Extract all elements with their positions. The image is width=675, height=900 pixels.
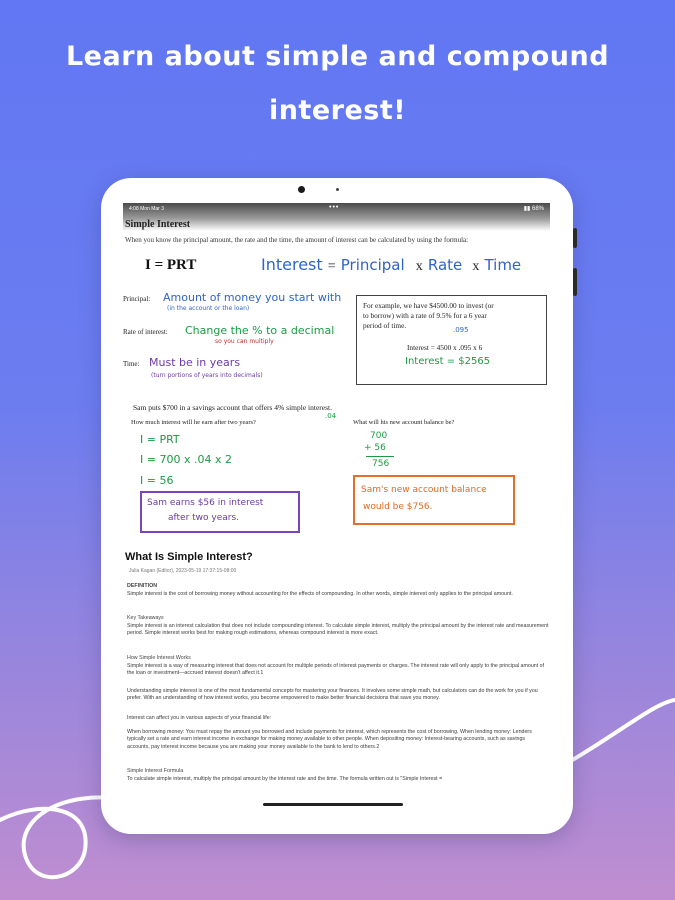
section-text-affects: Interest can affect you in various aspects of your financial life: bbox=[127, 715, 272, 721]
lesson-intro: When you know the principal amount, the rate and the time, the amount of interest can be calculated by using the formula: bbox=[125, 236, 469, 244]
formula-principal: Principal bbox=[340, 256, 405, 274]
sensor-dot bbox=[336, 188, 339, 191]
def-rate-value: Change the % to a decimal bbox=[185, 324, 335, 337]
example-result: Interest = $2565 bbox=[405, 356, 491, 367]
section-text-takeaways: Simple interest is an interest calculation that does not include compounding interest. To calculate simple interest, multiply the principal amount by the interest rate and measurement period. Simple interest works best for making rough estimations, whereas compound interest is more exact. bbox=[127, 623, 549, 637]
headline-line-1: Learn about simple and compound bbox=[65, 41, 610, 72]
formula-equals: = bbox=[327, 259, 336, 274]
example-calc: Interest = 4500 x .095 x 6 bbox=[407, 343, 483, 352]
example-line-3: period of time. bbox=[363, 321, 407, 330]
camera-icon bbox=[298, 186, 305, 193]
work-line-1: I = PRT bbox=[140, 433, 180, 446]
formula-x-2: x bbox=[472, 259, 480, 274]
headline-line-2: interest! bbox=[268, 95, 407, 126]
section-text-understanding: Understanding simple interest is one of the most fundamental concepts for mastering your finances. It involves some simple math, but calculators can do the work for you if you prefer. With an understanding of how interest works, you become empowered to make better financial decisions that save you money. bbox=[127, 688, 538, 702]
answer-1-line-1: Sam earns $56 in interest bbox=[147, 498, 264, 508]
problem-question-2: What will his new account balance be? bbox=[353, 419, 455, 426]
section-heading-how-works: How Simple Interest Works bbox=[127, 655, 191, 661]
sum-rule bbox=[366, 456, 394, 457]
article-byline: Julia Kagan (Editor), 2023-05-19 17:37:15-08:00 bbox=[129, 568, 237, 574]
lesson-title: Simple Interest bbox=[125, 219, 191, 230]
battery-icon: ▮▮ 68% bbox=[523, 206, 544, 212]
formula-rate: Rate bbox=[427, 256, 463, 274]
example-box bbox=[356, 295, 547, 385]
section-heading-takeaways: Key Takeaways bbox=[127, 615, 164, 621]
def-time-value: Must be in years bbox=[149, 356, 241, 369]
answer-1-line-2: after two years. bbox=[168, 513, 240, 523]
tablet-screen bbox=[123, 203, 550, 809]
example-decimal-note: .095 bbox=[453, 326, 469, 334]
section-text-borrowing: When borrowing money: You must repay the amount you borrowed and include payments for interest, which represents the cost of borrowing. When lending money: Lenders typically set a rate and earn interest income in exchange for making money available to other people. When depositing money: Interest-bearing accounts, such as savings accounts, pay interest income because you are making your money available to the bank to lend to others.2 bbox=[127, 729, 532, 750]
sum-add: + 56 bbox=[364, 443, 386, 453]
def-principal-value: Amount of money you start with bbox=[163, 291, 342, 304]
def-principal-label: Principal: bbox=[123, 295, 151, 303]
answer-2-line-2: would be $756. bbox=[363, 502, 433, 512]
power-button bbox=[573, 228, 577, 248]
volume-button bbox=[573, 268, 577, 296]
problem-question-1: How much interest will he earn after two years? bbox=[131, 419, 256, 426]
home-indicator[interactable] bbox=[263, 803, 403, 806]
formula-time: Time bbox=[484, 256, 522, 274]
page-headline bbox=[0, 30, 675, 138]
example-line-1: For example, we have $4500.00 to invest (or bbox=[363, 301, 494, 310]
formula-long bbox=[261, 255, 521, 275]
formula-x-1: x bbox=[415, 259, 423, 274]
section-heading-definition: DEFINITION bbox=[127, 583, 158, 589]
tablet-frame bbox=[101, 178, 573, 834]
work-line-2: I = 700 x .04 x 2 bbox=[140, 453, 232, 466]
section-text-formula: To calculate simple interest, multiply the principal amount by the interest rate and the time. The formula written out is "Simple Interest = bbox=[127, 776, 443, 782]
sum-top: 700 bbox=[370, 431, 388, 441]
answer-2-line-1: Sam's new account balance bbox=[361, 485, 487, 495]
section-heading-formula: Simple Interest Formula bbox=[127, 768, 184, 774]
problem-rate-note: .04 bbox=[325, 412, 337, 420]
problem-statement: Sam puts $700 in a savings account that offers 4% simple interest. bbox=[133, 403, 332, 412]
answer-box-interest bbox=[140, 491, 300, 533]
section-text-how-works: Simple interest is a way of measuring interest that does not account for multiple periods of interest payments or charges. The interest rate will only apply to the principal amount of the loan or investment—accrued interest doesn't affect it.1 bbox=[127, 663, 545, 677]
def-time-label: Time: bbox=[123, 360, 140, 368]
formula-interest: Interest bbox=[261, 255, 323, 274]
sum-total: 756 bbox=[372, 459, 390, 469]
def-principal-note: (in the account or the loan) bbox=[167, 305, 250, 312]
example-line-2: to borrow) with a rate of 9.5% for a 6 year bbox=[363, 311, 487, 320]
multitask-dots[interactable]: ••• bbox=[329, 204, 340, 211]
work-line-3: I = 56 bbox=[140, 474, 174, 487]
def-rate-note: so you can multiply bbox=[215, 338, 274, 345]
def-time-note: (turn portions of years into decimals) bbox=[151, 372, 263, 379]
formula-short: I = PRT bbox=[145, 257, 197, 273]
article-title: What Is Simple Interest? bbox=[125, 551, 253, 563]
answer-box-balance bbox=[353, 475, 515, 525]
section-text-definition: Simple interest is the cost of borrowing money without accounting for the effects of compounding. In other words, simple interest only applies to the principal amount. bbox=[127, 591, 513, 597]
status-time: 4:08 Mon Mar 3 bbox=[129, 206, 165, 212]
def-rate-label: Rate of interest: bbox=[123, 328, 168, 336]
